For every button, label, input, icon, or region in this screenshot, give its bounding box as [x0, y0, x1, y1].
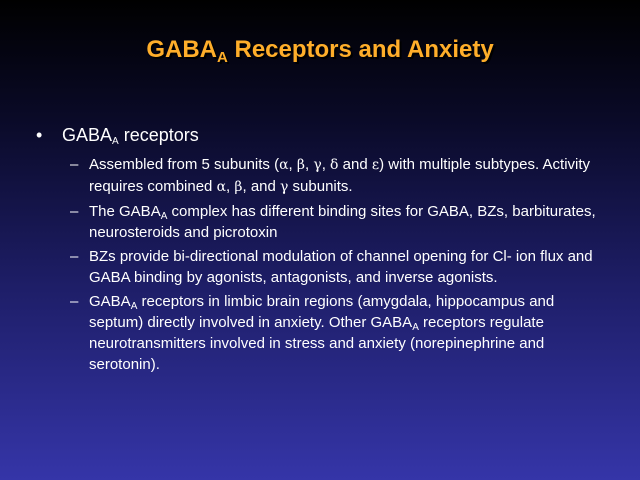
text-part: GABA [89, 293, 131, 310]
sub-bullet-limbic [70, 291, 606, 375]
main-bullet [36, 124, 606, 146]
slide-title [0, 36, 640, 64]
subscript: A [160, 211, 168, 222]
text-part: ) with multiple subtypes. Activity requires combined [89, 156, 591, 195]
main-bullet-text [62, 124, 199, 146]
sub-bullet-subunits [70, 154, 606, 198]
subscript: A [130, 301, 138, 312]
bullet-subscript: A [112, 136, 119, 147]
title-text-start: GABA [146, 36, 217, 63]
sub-bullet-list [70, 154, 606, 375]
sub-bullet-text: BZs provide bi-directional modulation of channel opening for Cl- ion flux and GABA binding by agonists, antagonists, and inverse agonists. [89, 248, 593, 286]
greek-gamma: γ [280, 179, 289, 195]
text-part: receptors regulate neurotransmitters involved in stress and anxiety (norepinephrine and serotonin). [89, 314, 545, 373]
text-part: , and [242, 178, 281, 195]
dash-icon: – [70, 293, 79, 310]
sub-bullet-text [89, 154, 606, 198]
greek-alpha: α [216, 179, 227, 195]
bullet-dot-icon: • [36, 125, 43, 145]
text-part: , [288, 156, 297, 173]
sub-bullet-text [89, 201, 606, 243]
slide-content [36, 124, 606, 378]
subscript: A [412, 322, 419, 333]
sub-bullet-text [89, 291, 606, 375]
title-text-end: Receptors and Anxiety [227, 36, 494, 63]
text-part: Assembled from 5 subunits ( [89, 156, 280, 173]
title-subscript: A [216, 49, 228, 66]
dash-icon: – [70, 203, 79, 220]
dash-icon: – [70, 248, 79, 265]
text-part: complex has different binding sites for GABA, BZs, barbiturates, neurosteroids and picrotoxin [89, 203, 596, 241]
greek-beta: β [234, 179, 243, 195]
dash-icon: – [70, 156, 79, 173]
text-part: receptors in limbic brain regions (amygdala, hippocampus and septum) directly involved in anxiety. Other GABA [89, 293, 555, 331]
greek-gamma: γ [313, 157, 322, 173]
greek-epsilon: ε [371, 157, 380, 173]
text-part: , [226, 178, 235, 195]
text-part: subunits. [288, 178, 353, 195]
bullet-text-end: receptors [118, 125, 199, 145]
text-part: , [304, 156, 314, 173]
text-part: and [338, 156, 372, 173]
text-part: , [321, 156, 331, 173]
sub-bullet-modulation [70, 246, 606, 288]
bullet-text-start: GABA [62, 125, 113, 145]
sub-bullet-binding-sites [70, 201, 606, 243]
text-part: The GABA [89, 203, 161, 220]
greek-alpha: α [279, 157, 289, 173]
greek-delta: δ [330, 157, 339, 173]
greek-beta: β [296, 157, 305, 173]
